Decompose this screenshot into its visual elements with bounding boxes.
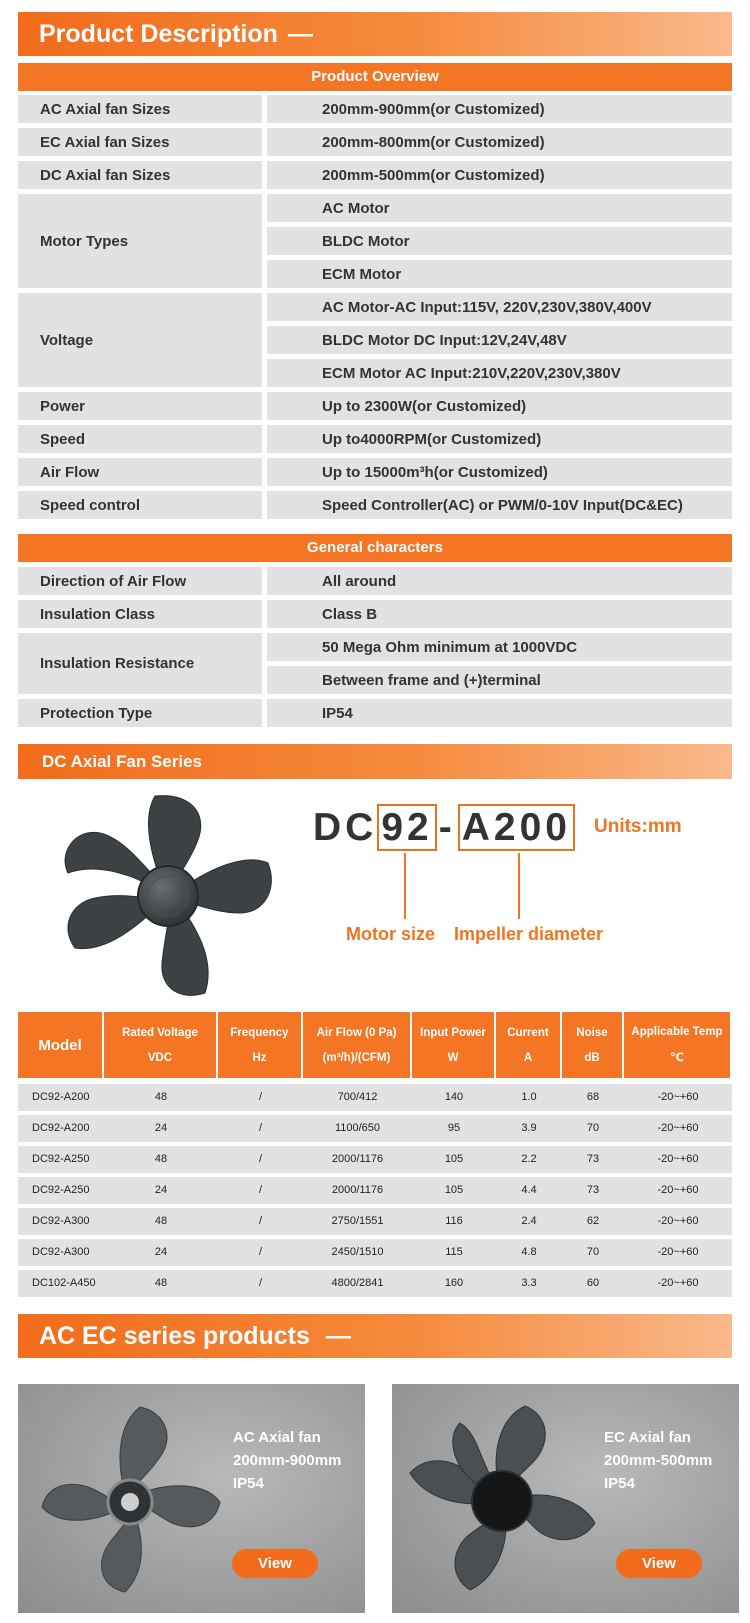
product-overview-header: Product Overview (18, 63, 732, 91)
code-motor-box: 92 (377, 804, 436, 851)
dc-series-banner (18, 744, 732, 779)
ac-ec-title: AC EC series products (39, 1322, 310, 1350)
spec-value: 200mm-900mm(or Customized) (267, 95, 732, 123)
ec-fan-card (392, 1384, 739, 1613)
table-cell: 105 (444, 1184, 464, 1196)
spec-value: AC Motor-AC Input:115V, 220V,230V,380V,400V (267, 293, 732, 321)
table-cell: 24 (154, 1122, 168, 1134)
title-dash: — (287, 20, 313, 48)
table-cell: / (258, 1246, 263, 1258)
ac-ec-banner (18, 1314, 732, 1358)
spec-label: Motor Types (18, 194, 262, 288)
spec-label: Power (18, 392, 262, 420)
model-code (313, 806, 575, 850)
header-label: Frequency (230, 1026, 289, 1039)
spec-label: Direction of Air Flow (18, 567, 262, 595)
table-cell: 2750/1551 (331, 1215, 384, 1227)
table-cell: 70 (586, 1246, 600, 1258)
ac-card-line1: AC Axial fan (233, 1429, 321, 1446)
table-cell: -20~+60 (657, 1277, 699, 1289)
motor-size-label: Motor size (346, 924, 436, 944)
header-label: Input Power (420, 1026, 486, 1039)
ec-axial-fan-image (400, 1398, 605, 1603)
table-cell: 2.2 (521, 1153, 537, 1165)
spec-label: Insulation Resistance (18, 633, 262, 694)
table-cell: 24 (154, 1184, 168, 1196)
header-unit: Hz (252, 1051, 267, 1064)
table-cell: / (258, 1091, 263, 1103)
table-row (18, 1146, 732, 1173)
table-cell: 4.4 (521, 1184, 537, 1196)
spec-value: Up to4000RPM(or Customized) (267, 425, 732, 453)
impeller-diameter-label: Impeller diameter (454, 924, 604, 944)
table-header-cell (303, 1012, 410, 1078)
table-cell: DC92-A200 (32, 1091, 90, 1103)
general-characters-header: General characters (18, 534, 732, 562)
ec-card-line1: EC Axial fan (604, 1429, 691, 1446)
ec-view-button[interactable]: View (616, 1549, 702, 1578)
table-cell: DC92-A200 (32, 1122, 90, 1134)
table-header-cell (412, 1012, 494, 1078)
units-label: Units:mm (594, 816, 682, 837)
header-label: Air Flow (0 Pa) (316, 1026, 397, 1039)
table-cell: 68 (586, 1091, 600, 1103)
header-unit: (m³/h)/(CFM) (322, 1051, 391, 1064)
spec-label: Insulation Class (18, 600, 262, 628)
spec-value: 200mm-500mm(or Customized) (267, 161, 732, 189)
table-cell: DC92-A300 (32, 1215, 90, 1227)
table-cell: 1.0 (521, 1091, 537, 1103)
table-cell: -20~+60 (657, 1215, 699, 1227)
spec-label: DC Axial fan Sizes (18, 161, 262, 189)
ac-view-button[interactable]: View (232, 1549, 318, 1578)
table-cell: 4800/2841 (331, 1277, 384, 1289)
ac-ec-dash: — (325, 1322, 351, 1350)
table-cell: 62 (586, 1215, 600, 1227)
spec-label: Voltage (18, 293, 262, 387)
table-cell: DC102-A450 (32, 1277, 96, 1289)
table-cell: 2000/1176 (331, 1153, 384, 1165)
spec-value: AC Motor (267, 194, 732, 222)
table-cell: -20~+60 (657, 1091, 699, 1103)
table-cell: 4.8 (521, 1246, 537, 1258)
spec-value: 200mm-800mm(or Customized) (267, 128, 732, 156)
spec-value: Up to 15000m³h(or Customized) (267, 458, 732, 486)
table-cell: 1100/650 (334, 1122, 381, 1134)
spec-label: EC Axial fan Sizes (18, 128, 262, 156)
dc-axial-fan-image (50, 793, 280, 1003)
table-cell: 48 (154, 1091, 168, 1103)
table-row (18, 1177, 732, 1204)
table-cell: 140 (444, 1091, 464, 1103)
code-prefix: DC (313, 806, 378, 849)
ac-card-line2: 200mm-900mm (233, 1452, 342, 1469)
ac-card-text (233, 1426, 341, 1495)
table-header-cell (496, 1012, 560, 1078)
spec-label: Protection Type (18, 699, 262, 727)
table-cell: / (258, 1184, 263, 1196)
table-cell: 2450/1510 (331, 1246, 384, 1258)
ec-card-text (604, 1426, 712, 1495)
table-row (18, 1270, 732, 1297)
table-header-cell (218, 1012, 301, 1078)
table-cell: -20~+60 (657, 1246, 699, 1258)
header-unit: ℃ (670, 1052, 684, 1064)
table-cell: 700/412 (337, 1091, 378, 1103)
table-cell: / (258, 1153, 263, 1165)
table-header-cell (624, 1012, 730, 1078)
table-cell: DC92-A300 (32, 1246, 90, 1258)
table-header-cell (18, 1012, 102, 1078)
spec-label: Speed (18, 425, 262, 453)
table-cell: 2.4 (521, 1215, 537, 1227)
spec-label: Speed control (18, 491, 262, 519)
header-unit: W (447, 1051, 459, 1064)
header-label: Applicable Temp (631, 1026, 723, 1038)
table-cell: / (258, 1215, 263, 1227)
page-title: Product Description (39, 20, 278, 48)
code-impeller-box: A200 (458, 804, 575, 851)
header-unit: dB (584, 1051, 600, 1064)
spec-label: Air Flow (18, 458, 262, 486)
table-cell: 48 (154, 1215, 168, 1227)
table-header-cell (562, 1012, 622, 1078)
header-label: Rated Voltage (122, 1026, 198, 1039)
table-cell: 115 (445, 1246, 463, 1258)
table-row (18, 1084, 732, 1111)
spec-value: IP54 (267, 699, 732, 727)
impeller-line (518, 853, 520, 919)
table-cell: 60 (586, 1277, 600, 1289)
header-unit: A (523, 1051, 533, 1064)
table-cell: DC92-A250 (32, 1153, 90, 1165)
table-row (18, 1239, 732, 1266)
dc-series-title: DC Axial Fan Series (42, 752, 202, 771)
table-cell: 73 (586, 1153, 600, 1165)
table-row (18, 1208, 732, 1235)
table-row (18, 1115, 732, 1142)
ec-card-line2: 200mm-500mm (604, 1452, 713, 1469)
ec-card-line3: IP54 (604, 1475, 635, 1492)
table-cell: -20~+60 (657, 1122, 699, 1134)
table-cell: 24 (154, 1246, 168, 1258)
table-cell: 3.3 (521, 1277, 537, 1289)
table-cell: 70 (586, 1122, 600, 1134)
code-separator: - (438, 806, 456, 849)
ac-card-line3: IP54 (233, 1475, 264, 1492)
table-cell: / (258, 1122, 263, 1134)
table-cell: 116 (445, 1215, 463, 1227)
table-cell: 95 (447, 1122, 461, 1134)
header-label: Model (38, 1036, 82, 1054)
table-cell: -20~+60 (657, 1153, 699, 1165)
table-cell: 160 (444, 1277, 464, 1289)
table-cell: DC92-A250 (32, 1184, 90, 1196)
table-cell: 73 (586, 1184, 600, 1196)
spec-value: Between frame and (+)terminal (267, 666, 732, 694)
table-cell: 2000/1176 (331, 1184, 384, 1196)
table-cell: 48 (154, 1153, 168, 1165)
spec-value: Class B (267, 600, 732, 628)
spec-value: All around (267, 567, 732, 595)
spec-label: AC Axial fan Sizes (18, 95, 262, 123)
table-cell: 105 (444, 1153, 464, 1165)
spec-value: ECM Motor AC Input:210V,220V,230V,380V (267, 359, 732, 387)
product-description-banner (18, 12, 732, 56)
table-cell: 3.9 (521, 1122, 537, 1134)
spec-value: Speed Controller(AC) or PWM/0-10V Input(DC&EC) (267, 491, 732, 519)
spec-value: 50 Mega Ohm minimum at 1000VDC (267, 633, 732, 661)
header-unit: VDC (147, 1051, 173, 1064)
spec-value: BLDC Motor DC Input:12V,24V,48V (267, 326, 732, 354)
table-cell: -20~+60 (657, 1184, 699, 1196)
table-header-cell (104, 1012, 216, 1078)
table-cell: / (258, 1277, 263, 1289)
header-label: Current (507, 1026, 549, 1039)
spec-value: ECM Motor (267, 260, 732, 288)
spec-value: BLDC Motor (267, 227, 732, 255)
motor-size-line (404, 853, 406, 919)
spec-value: Up to 2300W(or Customized) (267, 392, 732, 420)
header-label: Noise (576, 1026, 608, 1039)
ac-axial-fan-image (30, 1402, 230, 1602)
ac-fan-card (18, 1384, 365, 1613)
table-cell: 48 (154, 1277, 168, 1289)
